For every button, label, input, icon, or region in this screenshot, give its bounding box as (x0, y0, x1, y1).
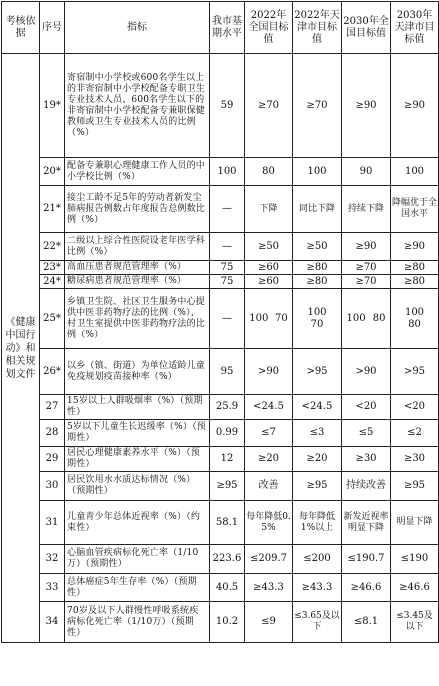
value-a: 100 (404, 306, 425, 318)
row-tj2022: ≤3.65及以下 (293, 602, 342, 643)
header-row (2, 2, 439, 54)
row-nat2022: ≥20 (245, 447, 293, 472)
row-nat2022: ≥50 (245, 233, 293, 261)
table-row (2, 574, 439, 602)
header-base: 我市基期水平 (210, 2, 245, 54)
row-no: 32 (40, 545, 65, 574)
row-base: — (210, 233, 245, 261)
row-base: 0.99 (210, 420, 245, 447)
table-row (2, 289, 439, 349)
row-nat2022: ≤7 (245, 420, 293, 447)
value-b: 80 (372, 312, 386, 324)
row-tj2030: ≥80 (391, 261, 439, 275)
row-tj2030: 明显下降 (391, 501, 439, 545)
row-tj2030: ≥46.6 (391, 574, 439, 602)
row-base: 25.9 (210, 395, 245, 420)
row-indicator: 儿童青少年总体近视率（%）（约束性） (65, 501, 210, 545)
row-nat2030 (342, 289, 391, 349)
row-nat2022: ≤209.7 (245, 545, 293, 574)
row-indicator: 居民饮用水水质达标情况（%）（预期性） (65, 472, 210, 501)
row-no: 34 (40, 602, 65, 643)
basis-cell: 《健康中国行动》和相关规划文件 (2, 54, 40, 643)
header-nat2030: 2030年全国目标值 (342, 2, 391, 54)
row-tj2030: <20 (391, 395, 439, 420)
header-tj2022: 2022年天津市目标值 (293, 2, 342, 54)
row-tj2030: ≥30 (391, 447, 439, 472)
row-nat2022: 每年降低0.5% (245, 501, 293, 545)
row-tj2022: ≥43.3 (293, 574, 342, 602)
row-no: 29 (40, 447, 65, 472)
row-tj2030: 100 (391, 158, 439, 186)
row-base: 12 (210, 447, 245, 472)
value-b: 80 (408, 318, 421, 330)
row-nat2022: ≥70 (245, 54, 293, 158)
row-base: 10.2 (210, 602, 245, 643)
table-row (2, 186, 439, 233)
row-nat2030: ≥70 (342, 275, 391, 289)
row-tj2022: ≤3 (293, 420, 342, 447)
row-nat2030: ≥90 (342, 233, 391, 261)
row-tj2022: ≥80 (293, 275, 342, 289)
row-indicator: 以乡（镇、街道）为单位适龄儿童免疫规划疫苗接种率（%） (65, 349, 210, 395)
table-row (2, 472, 439, 501)
row-nat2022: ≥60 (245, 261, 293, 275)
row-no: 24* (40, 275, 65, 289)
table-row (2, 602, 439, 643)
value-b: 70 (274, 312, 288, 324)
row-tj2022: ≤200 (293, 545, 342, 574)
table-row (2, 158, 439, 186)
row-no: 26* (40, 349, 65, 395)
row-nat2030: >90 (342, 349, 391, 395)
row-nat2022: >90 (245, 349, 293, 395)
row-no: 33 (40, 574, 65, 602)
row-nat2030: ≤190.7 (342, 545, 391, 574)
row-nat2030: ≤5 (342, 420, 391, 447)
row-indicator: 70岁及以下人群慢性呼吸系统疾病标化死亡率（1/10万）（预期性） (65, 602, 210, 643)
row-nat2022: ≥43.3 (245, 574, 293, 602)
table-row (2, 545, 439, 574)
row-nat2022: ≤9 (245, 602, 293, 643)
row-tj2022: 每年降低1%以上 (293, 501, 342, 545)
row-no: 23* (40, 261, 65, 275)
table-row (2, 420, 439, 447)
row-tj2030: ≥90 (391, 54, 439, 158)
row-tj2022: ≥70 (293, 54, 342, 158)
row-tj2022: >95 (293, 349, 342, 395)
row-no: 28 (40, 420, 65, 447)
row-nat2030: ≥70 (342, 261, 391, 275)
row-indicator: 配备专兼职心理健康工作人员的中小学校比例（%） (65, 158, 210, 186)
row-indicator: 糖尿病患者规范管理率（%） (65, 275, 210, 289)
table-row (2, 233, 439, 261)
row-tj2022: ≥20 (293, 447, 342, 472)
row-indicator: 居民心理健康素养水平（%）（预期性） (65, 447, 210, 472)
table-row (2, 501, 439, 545)
row-tj2030: ≥95 (391, 472, 439, 501)
row-base: 59 (210, 54, 245, 158)
row-nat2030: 持续改善 (342, 472, 391, 501)
row-nat2030: ≥90 (342, 54, 391, 158)
row-tj2022: 同比下降 (293, 186, 342, 233)
header-no: 序号 (40, 2, 65, 54)
row-nat2030: ≥46.6 (342, 574, 391, 602)
table-row (2, 54, 439, 158)
row-indicator: 寄宿制中小学校或600名学生以上的非寄宿制中小学校配备专职卫生专业技术人员、600名学生以下的非寄宿制中小学校配备专兼职保健教师或卫生专业技术人员的比例（%） (65, 54, 210, 158)
row-tj2022: 100 (293, 158, 342, 186)
header-nat2022: 2022年全国目标值 (245, 2, 293, 54)
row-nat2022: 下降 (245, 186, 293, 233)
row-nat2022: <24.5 (245, 395, 293, 420)
row-nat2022 (245, 289, 293, 349)
row-nat2022: 改善 (245, 472, 293, 501)
row-no: 31 (40, 501, 65, 545)
value-a: 100 (307, 306, 327, 318)
table-row (2, 395, 439, 420)
row-tj2030: 降幅优于全国水平 (391, 186, 439, 233)
row-indicator: 高血压患者规范管理率（%） (65, 261, 210, 275)
row-no: 19* (40, 54, 65, 158)
value-a: 100 (249, 312, 269, 324)
table-row (2, 275, 439, 289)
row-tj2030: ≥90 (391, 233, 439, 261)
row-base: 75 (210, 275, 245, 289)
row-tj2030: ≤3.45及以下 (391, 602, 439, 643)
row-no: 20* (40, 158, 65, 186)
row-indicator: 接尘工龄不足5年的劳动者新发尘肺病报告例数占年度报告总例数比例（%） (65, 186, 210, 233)
row-indicator: 15岁以上人群吸烟率（%）（预期性） (65, 395, 210, 420)
row-base: — (210, 186, 245, 233)
row-nat2022: 80 (245, 158, 293, 186)
value-b: 70 (310, 318, 324, 330)
row-no: 21* (40, 186, 65, 233)
header-tj2030: 2030年天津市目标值 (391, 2, 439, 54)
row-tj2022: ≥50 (293, 233, 342, 261)
row-nat2030: ≤8.1 (342, 602, 391, 643)
row-nat2030: 持续下降 (342, 186, 391, 233)
row-base: 223.6 (210, 545, 245, 574)
row-tj2030 (391, 289, 439, 349)
row-no: 30 (40, 472, 65, 501)
row-base: 40.5 (210, 574, 245, 602)
row-tj2022: <24.5 (293, 395, 342, 420)
row-tj2022: ≥80 (293, 261, 342, 275)
row-tj2030: ≥80 (391, 275, 439, 289)
targets-table (1, 1, 439, 643)
row-indicator: 二级以上综合性医院设老年医学科比例（%） (65, 233, 210, 261)
row-nat2030: 新发近视率明显下降 (342, 501, 391, 545)
row-no: 27 (40, 395, 65, 420)
row-no: 22* (40, 233, 65, 261)
row-indicator: 5岁以下儿童生长迟缓率（%）（预期性） (65, 420, 210, 447)
row-tj2030: ≤2 (391, 420, 439, 447)
table-row (2, 349, 439, 395)
row-tj2022 (293, 289, 342, 349)
row-indicator: 总体癌症5年生存率（%）（预期性） (65, 574, 210, 602)
row-base: — (210, 289, 245, 349)
table-row (2, 447, 439, 472)
row-nat2030: ≥30 (342, 447, 391, 472)
table-row (2, 261, 439, 275)
row-no: 25* (40, 289, 65, 349)
row-nat2030: 90 (342, 158, 391, 186)
row-tj2030: ≤190 (391, 545, 439, 574)
row-base: ≥95 (210, 472, 245, 501)
row-base: 95 (210, 349, 245, 395)
row-indicator: 乡镇卫生院、社区卫生服务中心提供中医非药物疗法的比例（%），村卫生室提供中医非药物疗法的比例（%） (65, 289, 210, 349)
row-indicator: 心脑血管疾病标化死亡率（1/10万）（预期性） (65, 545, 210, 574)
row-base: 75 (210, 261, 245, 275)
header-indicator: 指标 (65, 2, 210, 54)
value-a: 100 (346, 312, 366, 324)
row-base: 100 (210, 158, 245, 186)
row-nat2030: <20 (342, 395, 391, 420)
row-tj2022: ≥95 (293, 472, 342, 501)
row-tj2030: >95 (391, 349, 439, 395)
row-nat2022: ≥60 (245, 275, 293, 289)
row-base: 58.1 (210, 501, 245, 545)
header-basis: 考核依据 (2, 2, 40, 54)
